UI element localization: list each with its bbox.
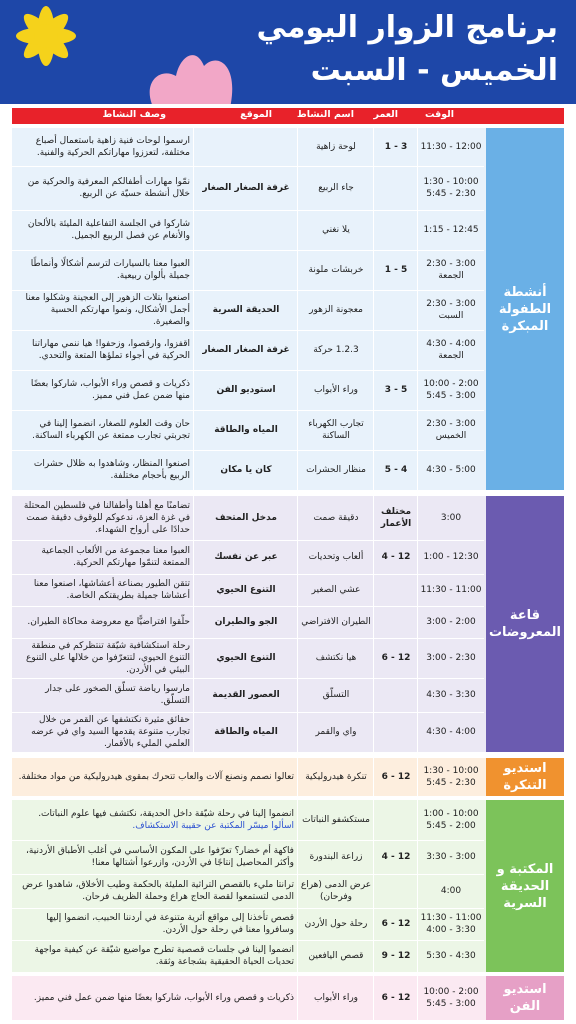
- row-time: 4:00 - 4:30 الجمعة: [426, 339, 476, 361]
- description-text: قصص تأخذنا إلى مواقع أثرية متنوعة في أردننا الحبيب، انضموا إليها وسافروا معنا في رحلة حول الأردن.: [46, 913, 294, 935]
- row-activity: وراء الأبواب: [313, 993, 359, 1003]
- column-divider: [297, 128, 298, 490]
- row-description: اقفزوا، وارقصوا، وزحفوا! هيا ننمي مهاراتنا الحركية في أجواء تملؤها المتعة والتحدي.: [32, 339, 190, 361]
- row-description: حقائق مثيرة نكتشفها عن القمر من خلال تجارب متنوعة يقدمها السيد واي في عرضه العلمي المليء بالأقمار.: [31, 715, 190, 749]
- table-row: [12, 800, 484, 840]
- description-text: ذكريات و قصص وراء الأبواب، شاركوا بعضًا منها ضمن عمل فني مميز.: [33, 993, 294, 1003]
- row-description: اصنعوا بتلات الزهور إلى العجينة وشكلوا معنا أجمل الأشكال، ونموا مهارتكم الحسية والصغيرة.: [25, 293, 190, 327]
- row-divider: [12, 290, 484, 291]
- row-time: 11:00 - 11:30: [420, 585, 482, 595]
- col-header-description: وصف النشاط: [102, 109, 166, 120]
- section-rows: [12, 128, 484, 490]
- row-age: 12 - 9: [381, 951, 411, 961]
- row-location: العصور القديمة: [212, 690, 280, 700]
- row-activity: وراء الأبواب: [313, 385, 359, 395]
- table-row: [12, 758, 484, 796]
- row-activity: تجارب الكهرباء الساكنة: [308, 419, 364, 441]
- description-text: انضموا إلينا في رحلة شيّقة داخل الحديقة، نكتشف فيها علوم النباتات.: [38, 809, 294, 819]
- row-location: [194, 210, 298, 250]
- row-description: حان وقت العلوم للصغار، انضموا إلينا في تجربتي تجارب ممتعة عن الكهرباء الساكنة.: [32, 419, 190, 441]
- row-age: [374, 678, 418, 712]
- row-age: مختلف الأعمار: [380, 507, 412, 529]
- row-age: 4 - 5: [384, 465, 408, 475]
- section-halls: [12, 496, 564, 752]
- row-time: 3:00 - 2:30 الخميس: [426, 419, 476, 441]
- row-time: 12:00 - 11:30: [420, 142, 482, 152]
- row-description: اصنعوا المنظار، وشاهدوا به ظلال حشرات الربيع بأحجام مختلفة.: [33, 459, 190, 481]
- row-age: [374, 290, 418, 330]
- row-age: [374, 410, 418, 450]
- row-age: [374, 606, 418, 638]
- column-divider: [417, 758, 418, 796]
- row-age: 12 - 6: [381, 653, 411, 663]
- row-age: 12 - 4: [381, 552, 411, 562]
- row-description: العبوا معنا بالسيارات لترسم أشكالًا وأنماطًا جميلة بألوان ربيعية.: [30, 259, 190, 281]
- row-description: تتقن الطيور بصناعة أعشاشها، اصنعوا معنا أعشاشا جميلة بطريقتكم الخاصة.: [33, 579, 190, 601]
- table-row: [12, 210, 484, 250]
- row-activity: الطيران الافتراضي: [301, 617, 371, 627]
- row-divider: [12, 874, 484, 875]
- column-divider: [297, 496, 298, 752]
- row-location: مدخل المتحف: [215, 513, 277, 523]
- column-divider: [193, 128, 194, 490]
- row-time: 3:00 - 3:30: [426, 852, 476, 862]
- row-location: التنوع الحيوي: [216, 653, 276, 663]
- row-description: [12, 758, 298, 796]
- row-time: 3:00: [440, 513, 462, 523]
- column-divider: [373, 976, 374, 1020]
- row-location: [194, 128, 298, 166]
- row-location: عبر عن نفسك: [214, 552, 278, 562]
- description-text: تعالوا نصمم ونصنع آلات والعاب تتحرك بمقوى هيدروليكية من مواد مختلفة.: [18, 772, 294, 782]
- row-time: 2:30 - 3:00: [426, 653, 476, 663]
- section-label: أنشطة الطفولة المبكرة: [486, 128, 564, 490]
- row-time: 3:00 - 2:30 السبت: [426, 299, 476, 321]
- row-description: نمّوا مهارات أطفالكم المعرفية والحركية من خلال أنشطة حسيّة عن الربيع.: [27, 177, 190, 199]
- section-rows: [12, 758, 484, 796]
- table-row: [12, 370, 484, 410]
- row-age: [374, 210, 418, 250]
- description-text: انضموا إلينا في جلسات قصصية تطرح مواضيع شيّقة عن كيفية مواجهة تحديات الحياة الحقيقية بشجاعة وثقة.: [34, 945, 294, 967]
- row-activity: دقيقة صمت: [313, 513, 359, 523]
- row-age: [374, 330, 418, 370]
- column-divider: [297, 976, 298, 1020]
- section-label: استديو الفن: [486, 976, 564, 1020]
- row-divider: [12, 606, 484, 607]
- section-art-studio: [12, 976, 564, 1020]
- row-time: 4:00 - 4:30: [426, 727, 476, 737]
- row-divider: [12, 540, 484, 541]
- row-location: غرفة الصغار الصغار: [202, 183, 290, 193]
- row-activity: تنكرة هيدروليكية: [305, 772, 367, 782]
- row-description: شاركوا في الجلسة التفاعلية المليئة بالألحان والأنغام عن فصل الربيع الجميل.: [27, 219, 190, 241]
- row-activity: لوحة زاهية: [316, 142, 356, 152]
- table-row: [12, 638, 484, 678]
- row-age: 12 - 6: [381, 993, 411, 1003]
- title-line-2: الخميس - السبت: [310, 53, 558, 88]
- column-divider: [373, 128, 374, 490]
- row-description: مارسوا رياضة تسلّق الصخور على جدار التسلّق.: [45, 684, 190, 706]
- row-age: [374, 712, 418, 752]
- row-divider: [12, 210, 484, 211]
- column-divider: [297, 800, 298, 972]
- row-description: العبوا معنا مجموعة من الألعاب الجماعية الممتعة لتنمّوا مهارتكم الحركية.: [41, 546, 190, 568]
- table-row: [12, 250, 484, 290]
- column-divider: [193, 496, 194, 752]
- row-activity: قصص اليافعين: [308, 951, 364, 961]
- column-divider: [373, 496, 374, 752]
- row-location: [194, 250, 298, 290]
- row-age: 5 - 3: [384, 385, 408, 395]
- row-divider: [12, 840, 484, 841]
- table-row: [12, 330, 484, 370]
- row-divider: [12, 712, 484, 713]
- section-label: قاعة المعروضات: [486, 496, 564, 752]
- row-activity: التسلّق: [322, 690, 350, 700]
- row-description: [12, 874, 298, 908]
- table-row: [12, 712, 484, 752]
- table-row: [12, 574, 484, 606]
- row-description: [12, 976, 298, 1020]
- section-rows: [12, 976, 484, 1020]
- section-library-garden: [12, 800, 564, 972]
- section-early-childhood: [12, 128, 564, 490]
- row-divider: [12, 330, 484, 331]
- row-time: 12:30 - 1:00: [423, 552, 479, 562]
- row-activity: هيا نكتشف: [315, 653, 357, 663]
- column-divider: [373, 758, 374, 796]
- row-activity: خربشات ملونة: [308, 265, 364, 275]
- table-row: [12, 678, 484, 712]
- row-location: كان يا مكان: [220, 465, 272, 475]
- row-location: الحديقة السرية: [212, 305, 280, 315]
- row-age: 12 - 6: [381, 919, 411, 929]
- row-time: 10:00 - 1:30 2:30 - 5:45: [423, 766, 479, 788]
- row-location: غرفة الصغار الصغار: [202, 345, 290, 355]
- section-tinkering: [12, 758, 564, 796]
- row-time: 10:00 - 1:30 2:30 - 5:45: [423, 177, 479, 199]
- table-row: [12, 606, 484, 638]
- row-description: تضامنًا مع أهلنا وأطفالنا في فلسطين المحتلة في غزة العزة، ندعوكم للوقوف دقيقة صمت حدادًا على أرواح الشهداء.: [23, 501, 190, 535]
- table-row: [12, 840, 484, 874]
- row-time: 2:00 - 10:00 3:00 - 5:45: [423, 379, 479, 401]
- section-label: استديو التنكرة: [486, 758, 564, 796]
- row-description: [12, 840, 298, 874]
- table-row: [12, 874, 484, 908]
- row-age: [374, 874, 418, 908]
- row-time: 10:00 - 1:00 2:00 - 5:45: [423, 809, 479, 831]
- column-divider: [417, 128, 418, 490]
- description-text: ترانتا مليء بالقصص التراثية المليئة بالحكمة وطيب الأخلاق، شاهدوا عرض الدمى لتستمعوا لقصة الحاج هراع وحملة الظريف فرحان.: [22, 880, 294, 902]
- table-row: [12, 450, 484, 490]
- row-activity: يلا نغني: [322, 225, 350, 235]
- row-divider: [12, 250, 484, 251]
- row-activity: مستكشفو النباتات: [302, 815, 370, 825]
- title-line-1: برنامج الزوار اليومي: [256, 10, 558, 45]
- row-divider: [12, 638, 484, 639]
- row-age: 5 - 1: [384, 265, 408, 275]
- row-divider: [12, 450, 484, 451]
- table-row: [12, 496, 484, 540]
- description-note: اسألوا ميسّر المكتبة عن حقيبة الاستكشاف.: [132, 821, 294, 831]
- table-row: [12, 940, 484, 972]
- row-time: 4:00: [440, 886, 462, 896]
- row-activity: عرض الدمى (هراع وفرحان): [300, 880, 372, 902]
- row-age: [374, 574, 418, 606]
- row-divider: [12, 410, 484, 411]
- row-activity: جاء الربيع: [318, 183, 354, 193]
- row-activity: ألعاب وتحديات: [308, 552, 364, 562]
- row-activity: زراعة البندورة: [309, 852, 363, 862]
- table-row: [12, 908, 484, 940]
- table-row: [12, 410, 484, 450]
- row-description: [12, 940, 298, 972]
- row-time: 11:00 - 11:30 3:30 - 4:00: [420, 913, 482, 935]
- row-description: رحلة استكشافية شيّقة تنتظركم في منطقة التنوع الحيوي، لتتعرّفوا من خلالها على التنوع البيئي في الأردن.: [26, 641, 190, 675]
- row-time: 2:00 - 3:00: [426, 617, 476, 627]
- col-header-location: الموقع: [240, 109, 272, 120]
- row-description: حلّقوا افتراضيًّا مع معروضة محاكاة الطيران.: [27, 617, 190, 627]
- row-divider: [12, 678, 484, 679]
- col-header-age: العمر: [373, 109, 398, 120]
- row-activity: منظار الحشرات: [306, 465, 366, 475]
- row-divider: [12, 370, 484, 371]
- row-location: المياه والطاقة: [214, 425, 278, 435]
- column-header-bar: [12, 108, 564, 124]
- row-activity: عشي الصغير: [311, 585, 361, 595]
- row-location: المياه والطاقة: [214, 727, 278, 737]
- row-age: 12 - 6: [381, 772, 411, 782]
- row-divider: [12, 940, 484, 941]
- table-row: [12, 128, 484, 166]
- row-age: [374, 166, 418, 210]
- section-label: المكتبة و الحديقة السرية: [486, 800, 564, 972]
- column-divider: [297, 758, 298, 796]
- row-location: الجو والطيران: [214, 617, 278, 627]
- page-title: [257, 6, 558, 92]
- row-time: 12:45 - 1:15: [423, 225, 479, 235]
- row-age: 12 - 4: [381, 852, 411, 862]
- column-divider: [417, 496, 418, 752]
- row-divider: [12, 908, 484, 909]
- table-row: [12, 290, 484, 330]
- column-divider: [417, 976, 418, 1020]
- row-description: ارسموا لوحات فنية زاهية باستعمال أصباع مختلفة، لتعززوا مهاراتكم الحركية والفنية.: [35, 136, 190, 158]
- row-activity: واي والقمر: [315, 727, 357, 737]
- row-activity: رحلة حول الأردن: [304, 919, 368, 929]
- column-divider: [373, 800, 374, 972]
- table-row: [12, 976, 484, 1020]
- row-age: 3 - 1: [384, 142, 408, 152]
- row-description: [12, 800, 298, 840]
- row-time: 4:30 - 5:30: [426, 951, 476, 961]
- row-activity: معجونة الزهور: [309, 305, 363, 315]
- row-activity: 1.2.3 حركة: [313, 345, 359, 355]
- row-location: التنوع الحيوي: [216, 585, 276, 595]
- col-header-activity: اسم النشاط: [296, 109, 354, 120]
- row-age: [374, 800, 418, 840]
- yellow-flower-decoration: [6, 0, 96, 90]
- row-time: 3:30 - 4:30: [426, 690, 476, 700]
- row-time: 3:00 - 2:30 الجمعة: [426, 259, 476, 281]
- col-header-time: الوقت: [424, 109, 454, 120]
- section-rows: [12, 496, 484, 752]
- row-description: [12, 908, 298, 940]
- row-time: 2:00 - 10:00 3:00 - 5:45: [423, 987, 479, 1009]
- row-divider: [12, 574, 484, 575]
- pink-petal-decoration: [138, 46, 248, 104]
- row-location: استوديو الفن: [216, 385, 276, 395]
- column-divider: [417, 800, 418, 972]
- row-description: ذكريات و قصص وراء الأبواب، شاركوا بعضًا منها ضمن عمل فني مميز.: [30, 379, 190, 401]
- table-row: [12, 540, 484, 574]
- section-rows: [12, 800, 484, 972]
- page-header: [0, 0, 576, 104]
- table-row: [12, 166, 484, 210]
- row-divider: [12, 166, 484, 167]
- description-text: فاكهة أم خضار؟ تعرّفوا على المكون الأساسي في أغلب الأطباق الأردنية، وأكثر المحاصيل إنتاجًا في الأردن، وازرعوا أشتالها معنا!: [26, 846, 294, 868]
- row-time: 5:00 - 4:30: [426, 465, 476, 475]
